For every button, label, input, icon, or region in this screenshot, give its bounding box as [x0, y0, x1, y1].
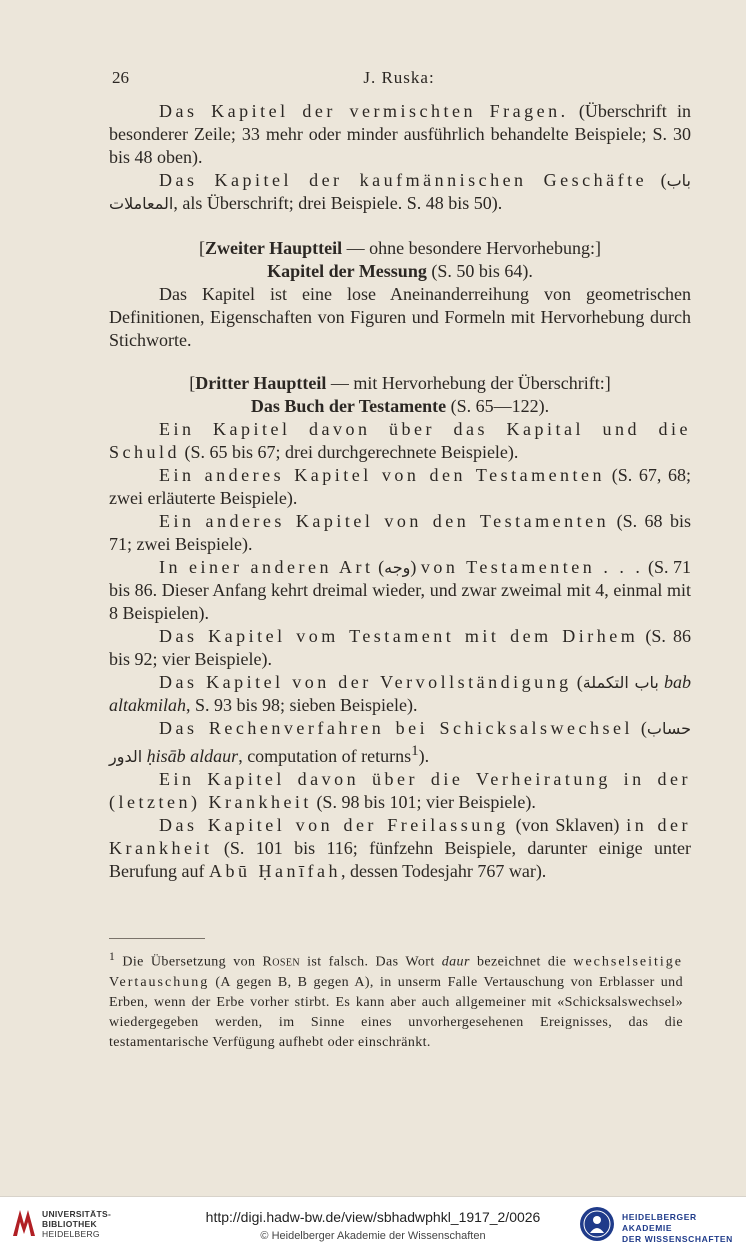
spaced-heading: von Testamenten . . .	[420, 557, 644, 577]
term: daur	[441, 954, 470, 970]
section-subheading	[109, 395, 691, 418]
academy-name-line: HEIDELBERGER AKADEMIE	[622, 1212, 697, 1233]
main-text	[109, 100, 691, 883]
paragraph	[109, 556, 691, 625]
running-title: J. Ruska:	[363, 68, 435, 87]
paragraph	[109, 100, 691, 169]
spaced-heading: Das Rechenverfahren bei Schicksalswechsel	[159, 718, 634, 738]
bracket: [	[198, 238, 205, 258]
bracket: [	[189, 373, 196, 393]
arabic-text: وجه	[384, 558, 411, 577]
text: (A gegen B, B gegen A), in unserm Falle Vertauschung von Erblasser und Erben, wenn der Erbe vorher stirbt. Es kann aber auch allgemeiner mit «Schicksalswechsel» wiedergegeben werden, im Sinne eines unvorhergesehenen Ereignisses, das die testamentarische Verfügung aufhebt oder einschränkt.	[109, 974, 683, 1050]
footnote-divider	[109, 938, 205, 939]
paragraph	[109, 464, 691, 510]
paragraph	[109, 169, 691, 215]
section-heading	[109, 372, 691, 395]
text: ).	[418, 746, 430, 766]
text: — ohne besondere Hervorhebung:]	[342, 238, 602, 258]
bold-heading: Dritter Hauptteil	[195, 373, 327, 393]
spaced-heading: in der Krankheit	[109, 815, 692, 858]
spaced-heading: Das Kapitel der kaufmännischen Geschäfte	[159, 170, 648, 190]
transliteration: ḥisāb aldaur	[146, 746, 239, 766]
spaced-heading: Ein Kapitel davon über die Verheiratung in der (letzten) Krankheit	[109, 769, 691, 812]
text: , als Überschrift; drei Beispiele. S. 48 bis 50).	[173, 193, 503, 213]
text: , computation of returns	[238, 746, 412, 766]
spaced-name: Abū Ḥanīfah	[208, 861, 341, 881]
spaced-heading: Ein anderes Kapitel von den Testamenten	[159, 511, 610, 531]
paragraph	[109, 814, 691, 883]
viewer-footer	[0, 1196, 746, 1251]
text: (S. 71 bis 86. Dieser Anfang kehrt dreimal wieder, und zwar zweimal mit 4, einmal mit 8 Beispielen).	[109, 557, 691, 623]
text: (S. 67, 68; zwei erläuterte Beispiele).	[109, 465, 691, 508]
text: (S. 101 bis 116; fünfzehn Beispiele, darunter einige unter Berufung auf	[109, 838, 691, 881]
text: (	[373, 557, 385, 577]
footnote	[109, 947, 683, 1053]
library-name-line: BIBLIOTHEK	[42, 1219, 97, 1229]
text: , dessen Todesjahr 767 war).	[340, 861, 547, 881]
paragraph	[109, 768, 691, 814]
text: ist falsch. Das Wort	[299, 954, 442, 970]
text: (S. 50 bis 64).	[426, 261, 533, 281]
spaced-heading: Das Kapitel der vermischten Fragen.	[159, 101, 569, 121]
footnote-number: 1	[109, 950, 116, 963]
text: (S. 65—122).	[446, 396, 550, 416]
arabic-text: باب المعاملات	[109, 171, 691, 213]
bold-heading: Zweiter Hauptteil	[204, 238, 343, 258]
spaced-heading: Das Kapitel von der Vervollständigung	[159, 672, 572, 692]
spaced-heading: Das Kapitel von der Freilassung	[159, 815, 509, 835]
academy-name-line: DER WISSENSCHAFTEN	[622, 1234, 733, 1244]
text: (S. 65 bis 67; drei durchgerechnete Beispiele).	[180, 442, 519, 462]
text: )	[410, 557, 421, 577]
arabic-text: باب التكملة	[582, 673, 659, 692]
spaced-heading: Das Kapitel vom Testament mit dem Dirhem	[159, 626, 639, 646]
text: (S. 68 bis 71; zwei Beispiele).	[109, 511, 691, 554]
text: (	[647, 170, 667, 190]
text: (S. 86 bis 92; vier Beispiele).	[109, 626, 691, 669]
bold-heading: Kapitel der Messung	[267, 261, 427, 281]
academy-name[interactable]	[622, 1212, 746, 1245]
paragraph: Das Kapitel ist eine lose Aneinanderreihung von geometrischen Definitionen, Eigenschaften von Figuren und Formeln mit Hervorhebung durch Stichworte.	[109, 284, 691, 350]
paragraph	[109, 717, 691, 768]
transliteration: bab altakmilah	[109, 672, 692, 715]
arabic-text: حساب الدور	[109, 719, 691, 766]
text: Die Übersetzung von	[115, 954, 263, 970]
footnote-marker: 1	[411, 743, 419, 759]
author-name: Rosen	[262, 954, 300, 970]
spaced-heading: Ein Kapitel davon über das Kapital und die Schuld	[109, 419, 691, 462]
permalink-url[interactable]: http://digi.hadw-bw.de/view/sbhadwphkl_1917_2/0026	[205, 1209, 541, 1225]
text: (von Sklaven)	[508, 815, 627, 835]
text: (S. 98 bis 101; vier Beispiele).	[311, 792, 536, 812]
text: (	[633, 718, 647, 738]
library-name-line: HEIDELBERG	[42, 1229, 100, 1239]
paragraph	[109, 671, 691, 717]
page-header	[112, 68, 686, 92]
text: — mit Hervorhebung der Überschrift:]	[326, 373, 611, 393]
text: (Überschrift in besonderer Zeile; 33 mehr oder minder ausführlich behandelte Beispiele; S. 30 bis 48 oben).	[109, 101, 691, 167]
spaced-heading: In einer anderen Art	[159, 557, 374, 577]
paragraph	[109, 418, 691, 464]
copyright-notice: © Heidelberger Akademie der Wissenschaften	[260, 1230, 486, 1242]
spaced-term: wechselseitige Vertauschung	[109, 954, 683, 990]
paragraph	[109, 510, 691, 556]
text: (	[571, 672, 583, 692]
bold-heading: Das Buch der Testamente	[250, 396, 447, 416]
paragraph	[109, 625, 691, 671]
library-name-line: UNIVERSITÄTS-	[42, 1209, 112, 1219]
section-subheading	[109, 260, 691, 283]
text: , S. 93 bis 98; sieben Beispiele).	[186, 695, 418, 715]
spaced-heading: Ein anderes Kapitel von den Testamenten	[159, 465, 606, 485]
text: bezeichnet die	[469, 954, 574, 970]
section-heading	[109, 237, 691, 260]
page-number: 26	[112, 68, 129, 87]
academy-seal-icon[interactable]	[578, 1205, 616, 1243]
